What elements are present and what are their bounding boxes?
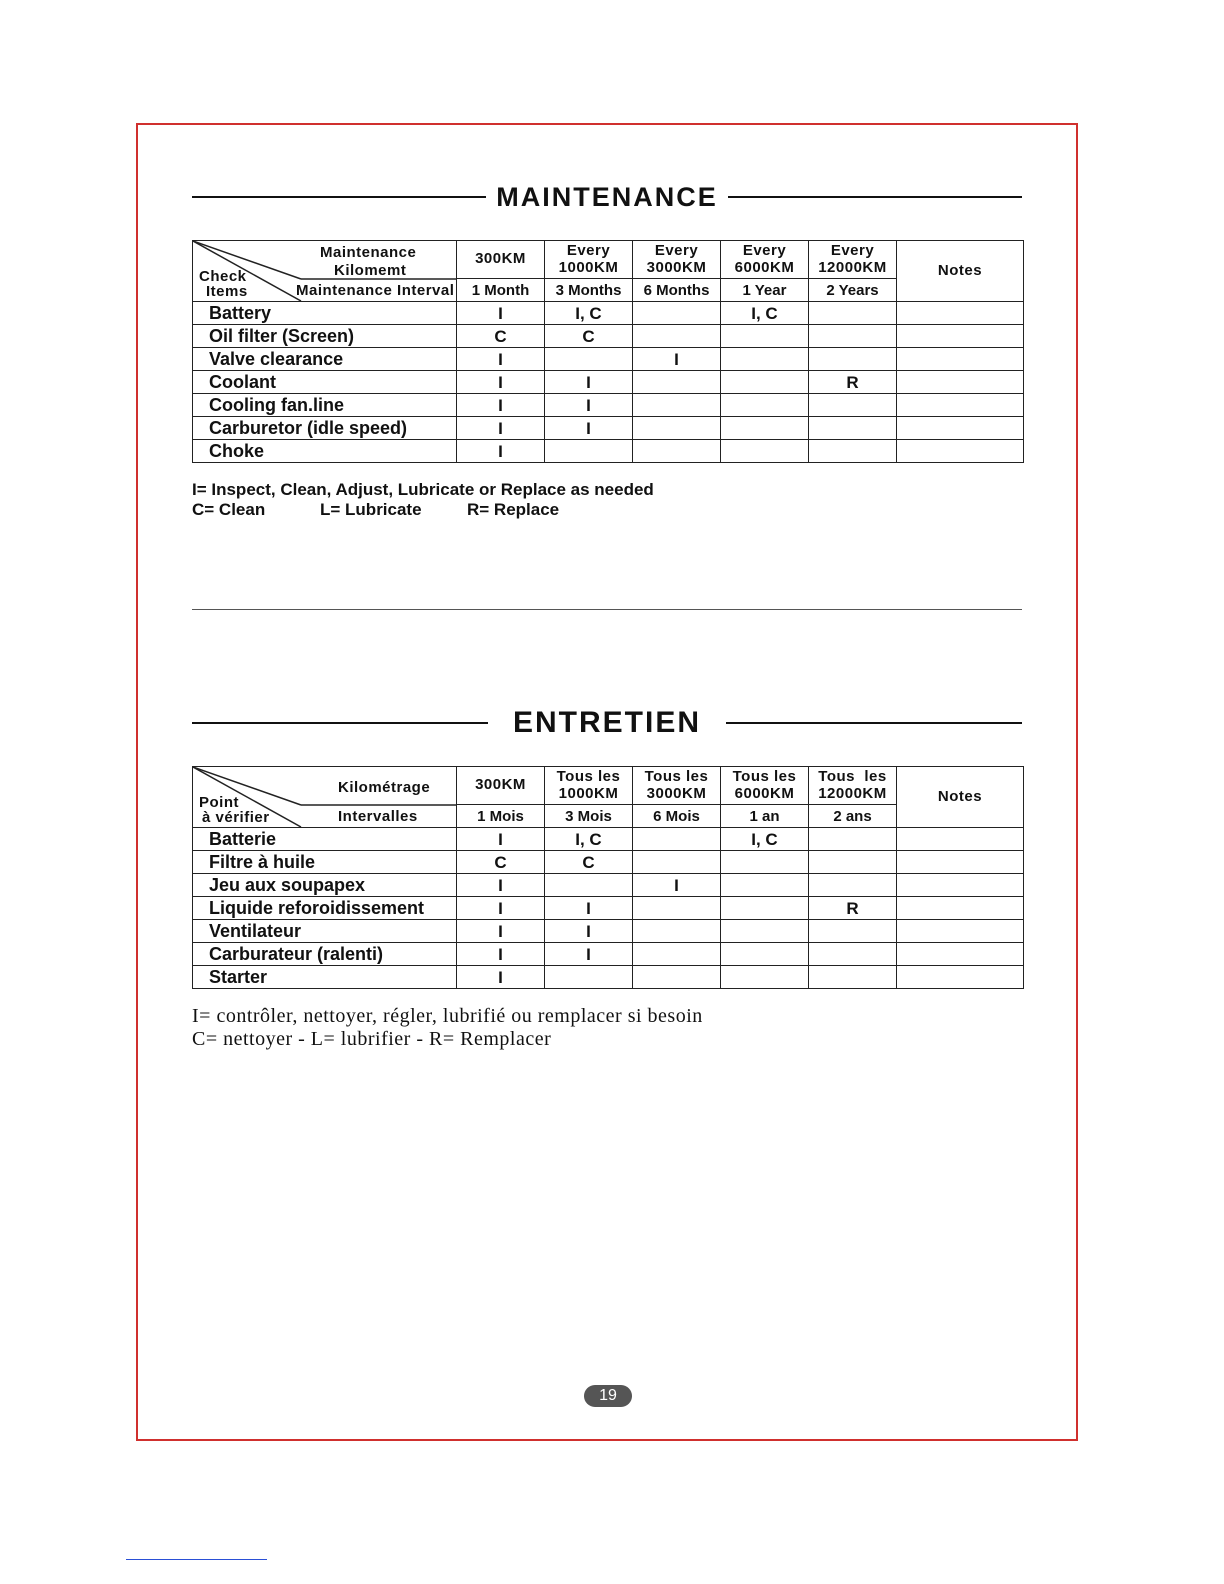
table-cell xyxy=(633,440,721,463)
table-cell: I, C xyxy=(721,828,809,851)
table-cell: I xyxy=(545,943,633,966)
table-cell: I xyxy=(457,394,545,417)
notes-cell xyxy=(897,371,1024,394)
notes-cell xyxy=(897,966,1024,989)
table-cell: I xyxy=(457,874,545,897)
col-header-km: Every 12000KM xyxy=(809,241,897,279)
legend-lubricate: L= Lubricate xyxy=(320,500,422,519)
notes-header: Notes xyxy=(897,241,1024,302)
col-header-interval: 6 Mois xyxy=(633,805,721,828)
notes-cell xyxy=(897,302,1024,325)
entretien-table xyxy=(192,766,1024,989)
table-cell: C xyxy=(457,851,545,874)
col-header-interval: 6 Months xyxy=(633,279,721,302)
notes-cell xyxy=(897,394,1024,417)
table-cell xyxy=(809,348,897,371)
table-cell: I xyxy=(545,897,633,920)
table-cell: I xyxy=(457,417,545,440)
items-label: à vérifier xyxy=(202,809,270,826)
legend-english xyxy=(192,480,654,520)
col-header-interval: 3 Months xyxy=(545,279,633,302)
table-cell xyxy=(809,920,897,943)
notes-cell xyxy=(897,440,1024,463)
row-item: Oil filter (Screen) xyxy=(193,325,457,348)
table-cell xyxy=(633,394,721,417)
table-cell xyxy=(721,371,809,394)
table-cell: I xyxy=(457,348,545,371)
table-cell xyxy=(721,325,809,348)
col-header-interval: 3 Mois xyxy=(545,805,633,828)
col-header-km: Every 1000KM xyxy=(545,241,633,279)
table-cell xyxy=(545,966,633,989)
col-header-km: 300KM xyxy=(457,767,545,805)
table-cell: I xyxy=(545,394,633,417)
row-item: Liquide reforoidissement xyxy=(193,897,457,920)
table-cell xyxy=(809,943,897,966)
table-row xyxy=(193,851,1024,874)
col-header-interval: 2 Years xyxy=(809,279,897,302)
row-item: Batterie xyxy=(193,828,457,851)
row-item: Jeu aux soupapex xyxy=(193,874,457,897)
row-item: Choke xyxy=(193,440,457,463)
table-cell: I xyxy=(457,828,545,851)
table-cell xyxy=(809,440,897,463)
kilometer-label: Kilométrage xyxy=(338,779,431,796)
notes-cell xyxy=(897,417,1024,440)
table-cell: I xyxy=(545,417,633,440)
legend-replace: R= Replace xyxy=(467,500,560,519)
table-cell: I xyxy=(545,371,633,394)
table-cell xyxy=(633,897,721,920)
page-number: 19 xyxy=(584,1385,632,1407)
table-cell: I xyxy=(457,920,545,943)
table-cell: I xyxy=(457,302,545,325)
table-cell xyxy=(721,874,809,897)
table-cell xyxy=(809,828,897,851)
table-row xyxy=(193,966,1024,989)
maintenance-label: Maintenance xyxy=(320,244,417,261)
header-diagonal-cell xyxy=(193,767,457,828)
table-cell: R xyxy=(809,371,897,394)
header-diagonal-cell xyxy=(193,241,457,302)
table-row xyxy=(193,897,1024,920)
notes-cell xyxy=(897,348,1024,371)
table-cell xyxy=(545,440,633,463)
notes-cell xyxy=(897,874,1024,897)
table-cell xyxy=(721,966,809,989)
legend-clean: C= Clean xyxy=(192,500,266,519)
table-cell: I xyxy=(633,348,721,371)
table-cell xyxy=(633,828,721,851)
interval-label: Intervalles xyxy=(338,808,418,825)
check-label: Point xyxy=(199,794,239,811)
col-header-km: Every 6000KM xyxy=(721,241,809,279)
table-cell xyxy=(633,302,721,325)
table-row xyxy=(193,920,1024,943)
table-cell xyxy=(721,348,809,371)
row-item: Starter xyxy=(193,966,457,989)
kilometer-label: Kilomemt xyxy=(334,262,407,279)
col-header-interval: 1 Year xyxy=(721,279,809,302)
table-cell xyxy=(633,851,721,874)
table-cell xyxy=(809,325,897,348)
notes-cell xyxy=(897,920,1024,943)
notes-cell xyxy=(897,828,1024,851)
table-row xyxy=(193,371,1024,394)
table-cell xyxy=(721,897,809,920)
table-cell: I, C xyxy=(545,828,633,851)
col-header-interval: 1 Month xyxy=(457,279,545,302)
table-row xyxy=(193,440,1024,463)
row-item: Battery xyxy=(193,302,457,325)
row-item: Cooling fan.line xyxy=(193,394,457,417)
table-cell xyxy=(721,417,809,440)
table-cell xyxy=(633,943,721,966)
entretien-heading xyxy=(192,703,1022,743)
col-header-km: Tous les 12000KM xyxy=(809,767,897,805)
table-cell xyxy=(809,417,897,440)
section-divider xyxy=(192,609,1022,610)
table-cell: I xyxy=(457,897,545,920)
table-row xyxy=(193,943,1024,966)
table-cell: R xyxy=(809,897,897,920)
col-header-km: Tous les 6000KM xyxy=(721,767,809,805)
maintenance-table xyxy=(192,240,1024,463)
table-cell xyxy=(721,440,809,463)
table-cell: C xyxy=(457,325,545,348)
table-row xyxy=(193,302,1024,325)
row-item: Valve clearance xyxy=(193,348,457,371)
table-cell xyxy=(809,851,897,874)
row-item: Filtre à huile xyxy=(193,851,457,874)
items-label: Items xyxy=(206,283,248,300)
col-header-km: Every 3000KM xyxy=(633,241,721,279)
table-cell: I xyxy=(457,371,545,394)
table-cell xyxy=(809,302,897,325)
interval-label: Maintenance Interval xyxy=(296,282,455,299)
row-item: Carburateur (ralenti) xyxy=(193,943,457,966)
table-row xyxy=(193,325,1024,348)
col-header-interval: 1 Mois xyxy=(457,805,545,828)
col-header-km: Tous les 3000KM xyxy=(633,767,721,805)
notes-cell xyxy=(897,851,1024,874)
table-cell: I xyxy=(633,874,721,897)
table-cell xyxy=(633,920,721,943)
notes-header: Notes xyxy=(897,767,1024,828)
maintenance-heading xyxy=(192,177,1022,217)
table-row xyxy=(193,394,1024,417)
row-item: Carburetor (idle speed) xyxy=(193,417,457,440)
legend-line: C= nettoyer - L= lubrifier - R= Remplacer xyxy=(192,1028,552,1050)
table-cell xyxy=(809,874,897,897)
notes-cell xyxy=(897,943,1024,966)
legend-line: I= Inspect, Clean, Adjust, Lubricate or Replace as needed xyxy=(192,480,654,499)
footer-link-line xyxy=(126,1559,267,1560)
table-cell: C xyxy=(545,851,633,874)
table-cell: I, C xyxy=(545,302,633,325)
table-cell: I xyxy=(457,966,545,989)
maintenance-title: MAINTENANCE xyxy=(486,182,728,212)
table-row xyxy=(193,417,1024,440)
table-cell xyxy=(721,851,809,874)
table-cell xyxy=(633,417,721,440)
col-header-interval: 2 ans xyxy=(809,805,897,828)
table-cell: C xyxy=(545,325,633,348)
table-cell xyxy=(633,371,721,394)
table-cell xyxy=(809,966,897,989)
table-cell xyxy=(809,394,897,417)
table-cell xyxy=(721,920,809,943)
table-cell xyxy=(721,394,809,417)
row-item: Coolant xyxy=(193,371,457,394)
col-header-interval: 1 an xyxy=(721,805,809,828)
col-header-km: Tous les 1000KM xyxy=(545,767,633,805)
table-row xyxy=(193,828,1024,851)
legend-line: I= contrôler, nettoyer, régler, lubrifié ou remplacer si besoin xyxy=(192,1005,703,1027)
table-cell: I xyxy=(457,943,545,966)
table-cell xyxy=(633,966,721,989)
check-label: Check xyxy=(199,268,247,285)
entretien-title: ENTRETIEN xyxy=(503,706,711,739)
table-cell xyxy=(545,348,633,371)
table-cell xyxy=(721,943,809,966)
col-header-km: 300KM xyxy=(457,241,545,279)
table-cell: I xyxy=(457,440,545,463)
row-item: Ventilateur xyxy=(193,920,457,943)
table-cell xyxy=(633,325,721,348)
table-row xyxy=(193,874,1024,897)
legend-french xyxy=(192,1005,703,1051)
notes-cell xyxy=(897,325,1024,348)
table-row xyxy=(193,348,1024,371)
table-cell: I, C xyxy=(721,302,809,325)
notes-cell xyxy=(897,897,1024,920)
table-cell xyxy=(545,874,633,897)
table-cell: I xyxy=(545,920,633,943)
